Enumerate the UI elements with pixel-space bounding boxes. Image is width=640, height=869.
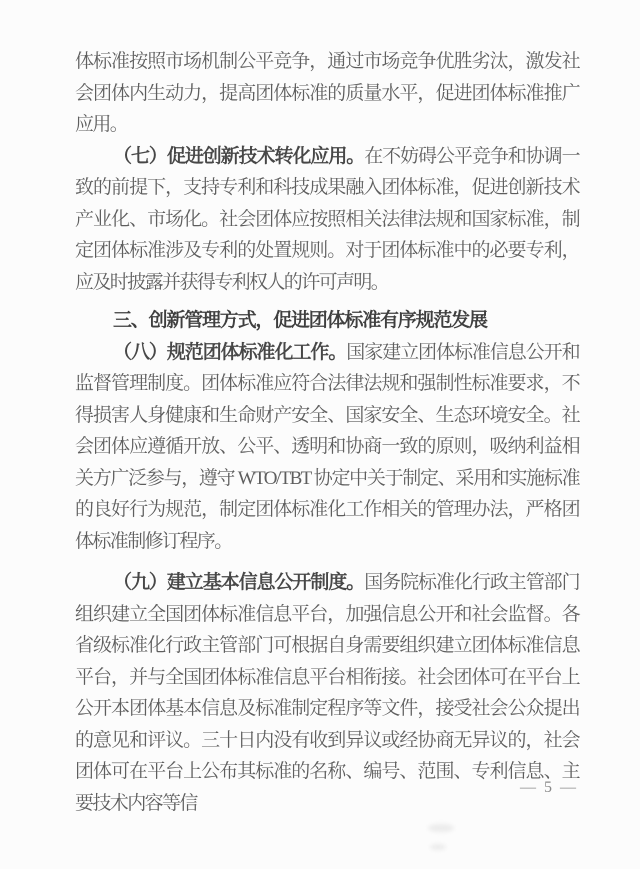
paragraph-clause-7 [75,141,579,299]
clause-9-text: 国务院标准化行政主管部门组织建立全国团体标准信息平台，加强信息公开和社会监督。各省级标准化行政主管部门可根据自身需要组织建立团体标准信息平台，并与全国团体标准信息平台相衔接。社会团体可在平台上公开本团体基本信息及标准制定程序等文件，接受社会公众提出的意见和评议。三十日内没有收到异议或经协商无异议的，社会团体可在平台上公布其标准的名称、编号、范围、专利信息、主要技术内容等信 [75,572,579,814]
section-heading-3: 三、创新管理方式，促进团体标准有序规范发展 [113,310,487,331]
document-text-block [75,46,579,819]
scan-smudge [428,824,454,832]
clause-7-text: 在不妨碍公平竞争和协调一致的前提下，支持专利和科技成果融入团体标准，促进创新技术产业化、市场化。社会团体应按照相关法律法规和国家标准，制定团体标准涉及专利的处置规则。对于团体标准中的必要专利，应及时披露并获得专利权人的许可声明。 [75,145,579,293]
clause-8-title: （八）规范团体标准化工作。 [113,341,347,363]
paragraph-continuation: 体标准按照市场机制公平竞争，通过市场竞争优胜劣汰，激发社会团体内生动力，提高团体标准的质量水平，促进团体标准推广应用。 [75,51,579,135]
scan-smudge [430,844,446,850]
clause-7-title: （七）促进创新技术转化应用。 [113,145,365,167]
paragraph-clause-9 [75,567,579,819]
page-number: — 5 — [520,779,578,796]
paragraph-clause-8 [75,337,579,558]
clause-9-title: （九）建立基本信息公开制度。 [113,572,365,593]
clause-8-text: 国家建立团体标准信息公开和监督管理制度。团体标准应符合法律法规和强制性标准要求，不得损害人身健康和生命财产安全、国家安全、生态环境安全。社会团体应遵循开放、公平、透明和协商一致的原则，吸纳利益相关方广泛参与，遵守 WTO/TBT 协定中关于制定、采用和实施标准的良好行为规范，制定团体标准化工作相关的管理办法，严格团体标准制修订程序。 [75,341,580,552]
